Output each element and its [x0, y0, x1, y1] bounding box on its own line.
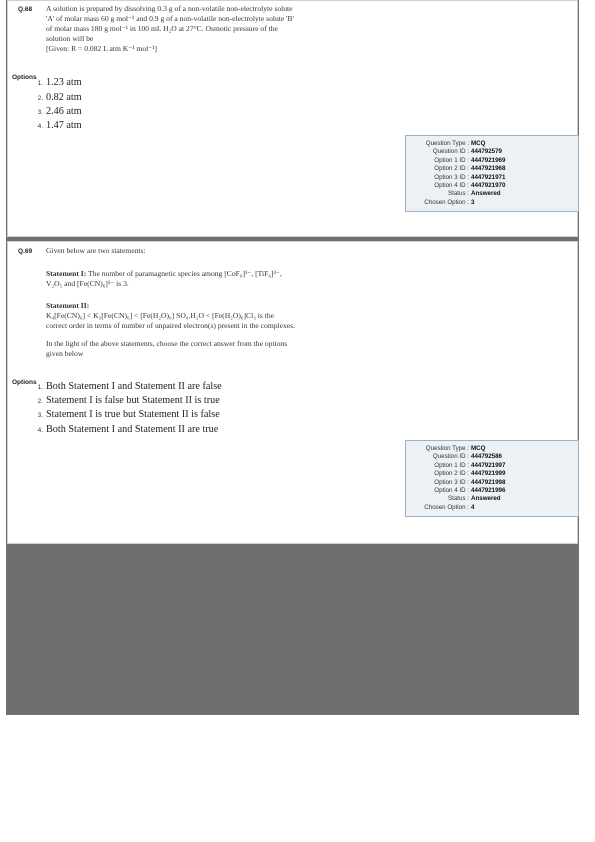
info-value: 4447921999	[471, 470, 506, 478]
info-key: Option 3 ID :	[434, 173, 469, 181]
status-value: Answered	[471, 190, 501, 198]
option-text: Both Statement I and Statement II are false	[46, 381, 222, 392]
info-row	[406, 157, 578, 165]
option-number: 3.	[37, 412, 43, 419]
option-text: 2.46 atm	[46, 106, 82, 117]
option-text: Statement I is true but Statement II is false	[46, 409, 220, 420]
info-value: 4447921971	[471, 173, 506, 181]
info-value: MCQ	[471, 140, 486, 147]
chosen-option-value: 4	[471, 503, 475, 511]
info-row	[406, 148, 578, 156]
question-line: A solution is prepared by dissolving 0.3 g of a non-volatile non-electrolyte solute	[46, 4, 293, 13]
info-row	[406, 479, 578, 487]
statement-2-line-2: correct order in terms of number of unpaired electron(s) present in the complexes.	[46, 321, 296, 330]
info-key: Question ID :	[432, 453, 469, 461]
info-value: 444792586	[471, 453, 502, 461]
info-row	[406, 165, 578, 173]
response-sheet	[6, 0, 579, 715]
statement-2-heading: Statement II:	[46, 301, 90, 310]
info-key: Option 2 ID :	[434, 470, 469, 478]
statement-1-text: The number of paramagnetic species among [CoF₆]³⁻, [TiF₆]³⁻,	[86, 269, 282, 278]
option-text: Both Statement I and Statement II are true	[46, 424, 219, 435]
option-number: 2.	[37, 95, 43, 102]
question-card-69	[7, 241, 578, 544]
question-intro: Given below are two statements:	[46, 246, 146, 255]
question-line: 'A' of molar mass 60 g mol⁻¹ and 0.9 g of a non-volatile non-electrolyte solute 'B'	[46, 14, 294, 23]
info-key: Question Type :	[425, 445, 469, 452]
info-key: Status :	[448, 495, 469, 503]
info-value: 444792579	[471, 148, 502, 156]
statement-1-heading: Statement I:	[46, 269, 87, 278]
info-key: Option 1 ID :	[434, 461, 469, 469]
info-row	[406, 174, 578, 182]
info-row	[406, 190, 578, 198]
info-key: Chosen Option :	[424, 198, 469, 206]
question-number: Q.68	[18, 6, 33, 13]
info-key: Option 3 ID :	[434, 478, 469, 486]
info-value: 4447921996	[471, 487, 506, 495]
status-value: Answered	[471, 495, 501, 503]
question-text	[46, 4, 376, 54]
info-row	[406, 462, 578, 470]
info-key: Option 4 ID :	[434, 182, 469, 190]
statement-1-line-2: V₂O₅ and [Fe(CN)₆]³⁻ is 3.	[46, 279, 129, 288]
option-text: 0.82 atm	[46, 92, 82, 103]
info-row	[406, 445, 578, 453]
instruction-line-2: given below	[46, 349, 84, 358]
info-row	[406, 504, 578, 512]
option-text: 1.23 atm	[46, 77, 82, 88]
info-key: Question Type :	[425, 140, 469, 147]
option-number: 4.	[37, 427, 43, 434]
option-text: Statement I is false but Statement II is true	[46, 395, 220, 406]
option-number: 1.	[37, 80, 43, 87]
question-info-panel	[405, 135, 579, 212]
chosen-option-value: 3	[471, 198, 475, 206]
info-key: Chosen Option :	[424, 503, 469, 511]
info-row	[406, 470, 578, 478]
info-key: Option 4 ID :	[434, 487, 469, 495]
options-label: Options	[12, 74, 37, 81]
info-value: 4447921997	[471, 461, 506, 469]
option-number: 4.	[37, 123, 43, 130]
question-info-panel	[405, 440, 579, 517]
info-row	[406, 453, 578, 461]
question-card-68	[7, 0, 578, 237]
info-row	[406, 140, 578, 148]
info-value: MCQ	[471, 445, 486, 452]
option-4[interactable]	[34, 115, 82, 133]
info-row	[406, 487, 578, 495]
info-value: 4447921969	[471, 156, 506, 164]
question-line: solution will be	[46, 34, 94, 43]
info-value: 4447921968	[471, 165, 506, 173]
info-row	[406, 495, 578, 503]
info-row	[406, 199, 578, 207]
info-key: Status :	[448, 190, 469, 198]
info-value: 4447921998	[471, 478, 506, 486]
option-number: 2.	[37, 398, 43, 405]
info-key: Option 1 ID :	[434, 156, 469, 164]
question-line: [Given: R = 0.082 L atm K⁻¹ mol⁻¹]	[46, 44, 158, 53]
option-number: 3.	[37, 109, 43, 116]
question-line: of molar mass 180 g mol⁻¹ in 100 mL H₂O at 27°C. Osmotic pressure of the	[46, 24, 278, 33]
info-row	[406, 182, 578, 190]
option-number: 1.	[37, 384, 43, 391]
options-label: Options	[12, 379, 37, 386]
question-text	[46, 246, 386, 359]
option-text: 1.47 atm	[46, 120, 82, 131]
statement-2-line-1: K₄[Fe(CN)₆] < K₃[Fe(CN)₆] < [Fe(H₂O)₆] SO₄.H₂O < [Fe(H₂O)₆]Cl₃ is the	[46, 311, 274, 320]
info-key: Question ID :	[432, 148, 469, 156]
question-number: Q.69	[18, 248, 33, 255]
info-key: Option 2 ID :	[434, 165, 469, 173]
instruction-line-1: In the light of the above statements, choose the correct answer from the options	[46, 339, 288, 348]
statement-1	[46, 269, 386, 279]
option-4[interactable]	[34, 419, 218, 437]
info-value: 4447921970	[471, 182, 506, 190]
